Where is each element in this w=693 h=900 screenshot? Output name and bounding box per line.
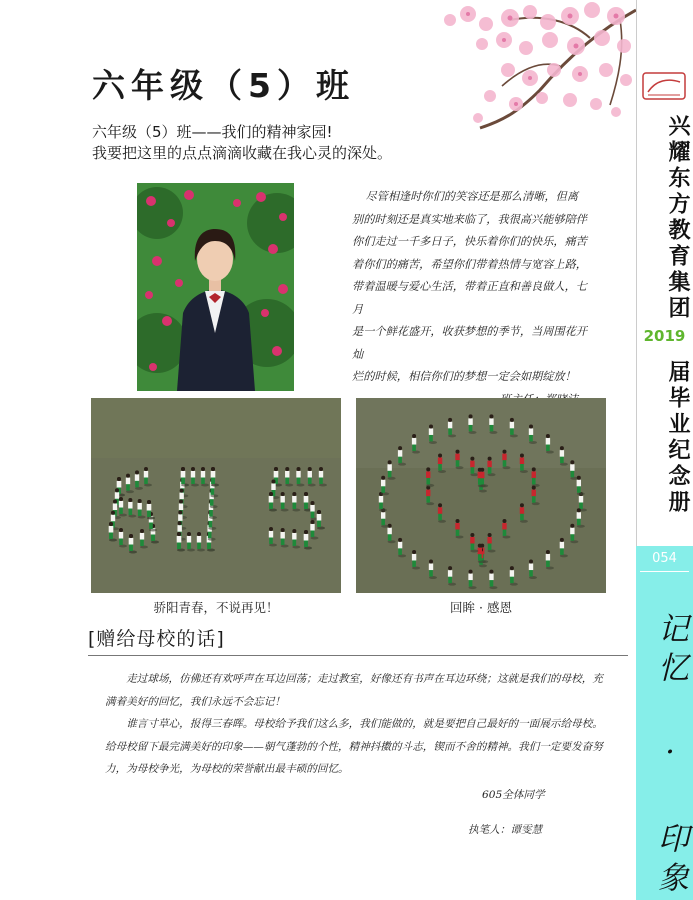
student-figure-legs bbox=[398, 548, 402, 555]
student-figure-head bbox=[292, 492, 296, 496]
student-figure-head bbox=[179, 500, 183, 504]
student-figure-legs bbox=[285, 477, 289, 484]
student-figure-body bbox=[546, 438, 550, 445]
letter-line: 烂的时候，相信你们的梦想一定会如期绽放！ bbox=[352, 370, 576, 383]
student-figure-body bbox=[448, 570, 452, 577]
student-figure-body bbox=[529, 428, 533, 435]
student-figure-legs bbox=[147, 510, 151, 517]
student-figure-head bbox=[191, 467, 195, 471]
student-figure-body bbox=[438, 457, 442, 464]
student-figure-head bbox=[502, 519, 506, 523]
student-figure-legs bbox=[211, 477, 215, 484]
student-figure-head bbox=[510, 566, 514, 570]
student-figure-body bbox=[412, 554, 416, 561]
student-figure-body bbox=[201, 471, 205, 478]
student-figure-legs bbox=[177, 542, 181, 549]
student-figure-body bbox=[304, 496, 308, 503]
message-from: 605全体同学 bbox=[482, 789, 545, 801]
student-figure-body bbox=[468, 418, 472, 425]
student-figure-head bbox=[560, 446, 564, 450]
intro-line: 六年级（5）班——我们的精神家园! bbox=[92, 123, 333, 141]
student-figure-head bbox=[180, 489, 184, 493]
student-figure-legs bbox=[201, 477, 205, 484]
student-figure-head bbox=[178, 510, 182, 514]
student-figure-legs bbox=[488, 467, 492, 474]
student-figure-head bbox=[478, 468, 482, 472]
student-figure-legs bbox=[426, 496, 430, 503]
student-figure-body bbox=[310, 505, 314, 512]
student-figure-legs bbox=[471, 543, 475, 550]
student-figure-legs bbox=[546, 560, 550, 567]
student-figure-legs bbox=[429, 434, 433, 441]
student-figure-legs bbox=[412, 444, 416, 451]
student-figure-body bbox=[137, 503, 141, 510]
student-figure-body bbox=[179, 493, 183, 500]
student-figure-head bbox=[510, 418, 514, 422]
student-figure-legs bbox=[448, 428, 452, 435]
student-figure-legs bbox=[149, 522, 153, 529]
student-figure-body bbox=[129, 538, 133, 545]
student-figure-body bbox=[510, 570, 514, 577]
student-figure-body bbox=[119, 532, 123, 539]
student-figure-head bbox=[520, 453, 524, 457]
student-figure-body bbox=[478, 472, 482, 479]
student-figure-head bbox=[469, 570, 473, 574]
student-figure-legs bbox=[456, 529, 460, 536]
student-figure-legs bbox=[520, 513, 524, 520]
student-figure-legs bbox=[577, 486, 581, 493]
student-figure-legs bbox=[448, 576, 452, 583]
student-figure-legs bbox=[381, 486, 385, 493]
student-figure-legs bbox=[293, 539, 297, 546]
student-figure-head bbox=[570, 524, 574, 528]
student-figure-body bbox=[126, 478, 130, 485]
student-figure-head bbox=[109, 522, 113, 526]
student-figure-body bbox=[520, 457, 524, 464]
student-figure-legs bbox=[129, 544, 133, 551]
student-figure-body bbox=[438, 507, 442, 514]
student-figure-body bbox=[577, 512, 581, 519]
student-figure-head bbox=[381, 476, 385, 480]
student-figure-head bbox=[138, 499, 142, 503]
student-figure-body bbox=[579, 496, 583, 503]
student-figure-body bbox=[429, 428, 433, 435]
student-figure-head bbox=[398, 446, 402, 450]
student-figure-head bbox=[117, 477, 121, 481]
message-writer: 执笔人：谭雯慧 bbox=[468, 824, 543, 836]
student-figure-legs bbox=[546, 444, 550, 451]
student-figure-head bbox=[470, 533, 474, 537]
student-figure-body bbox=[144, 471, 148, 478]
student-figure-head bbox=[269, 492, 273, 496]
student-figure-legs bbox=[471, 467, 475, 474]
student-figure-body bbox=[285, 471, 289, 478]
student-figure-body bbox=[381, 512, 385, 519]
student-figure-legs bbox=[211, 488, 215, 495]
student-figure-body bbox=[532, 490, 536, 497]
student-figure-body bbox=[319, 471, 323, 478]
student-figure-head bbox=[429, 424, 433, 428]
student-figure-head bbox=[520, 503, 524, 507]
student-figure-head bbox=[470, 457, 474, 461]
student-figure-head bbox=[119, 528, 123, 532]
student-figure-legs bbox=[412, 560, 416, 567]
student-figure-head bbox=[546, 434, 550, 438]
student-figure-legs bbox=[181, 477, 185, 484]
student-figure-body bbox=[502, 454, 506, 461]
student-figure-head bbox=[211, 467, 215, 471]
student-figure-head bbox=[178, 521, 182, 525]
student-figure-body bbox=[529, 564, 533, 571]
student-figure-head bbox=[317, 510, 321, 514]
student-figure-body bbox=[487, 537, 491, 544]
album-title: 届毕业纪念册 bbox=[665, 360, 690, 516]
student-figure-legs bbox=[503, 460, 507, 467]
student-figure-legs bbox=[478, 478, 482, 485]
student-figure-legs bbox=[281, 538, 285, 545]
student-figure-legs bbox=[209, 520, 213, 527]
student-figure-body bbox=[448, 422, 452, 429]
student-figure-body bbox=[292, 496, 296, 503]
section-divider bbox=[88, 655, 628, 656]
student-figure-head bbox=[129, 534, 133, 538]
student-figure-legs bbox=[109, 532, 113, 539]
student-figure-legs bbox=[510, 576, 514, 583]
student-figure-body bbox=[111, 515, 115, 522]
student-figure-body bbox=[546, 554, 550, 561]
student-figure-legs bbox=[469, 424, 473, 431]
student-figure-head bbox=[111, 511, 115, 515]
student-figure-body bbox=[487, 461, 491, 468]
student-figure-legs bbox=[388, 534, 392, 541]
school-logo bbox=[642, 72, 686, 100]
student-figure-legs bbox=[126, 484, 130, 491]
student-figure-head bbox=[546, 550, 550, 554]
student-figure-legs bbox=[571, 534, 575, 541]
student-figure-body bbox=[398, 450, 402, 457]
section-heading: [赠给母校的话] bbox=[88, 628, 225, 650]
student-figure-legs bbox=[129, 508, 133, 515]
student-figure-body bbox=[398, 542, 402, 549]
student-figure-body bbox=[177, 536, 181, 543]
student-figure-legs bbox=[311, 511, 315, 518]
student-figure-legs bbox=[429, 570, 433, 577]
student-figure-body bbox=[429, 564, 433, 571]
student-figure-head bbox=[532, 486, 536, 490]
letter-line: 别的时刻还是真实地来临了，我很高兴能够陪伴 bbox=[352, 212, 587, 226]
student-figure-legs bbox=[191, 477, 195, 484]
student-figure-legs bbox=[311, 530, 315, 537]
graduation-year: 2019 bbox=[643, 327, 686, 345]
photo-caption: 回眸 · 感恩 bbox=[450, 600, 512, 615]
student-figure-head bbox=[292, 529, 296, 533]
student-figure-legs bbox=[297, 477, 301, 484]
student-figure-body bbox=[187, 536, 191, 543]
student-figure-body bbox=[109, 526, 113, 533]
page-number-rule bbox=[640, 571, 689, 572]
student-figure-body bbox=[577, 480, 581, 487]
student-figure-head bbox=[532, 467, 536, 471]
student-figure-head bbox=[311, 520, 315, 524]
student-figure-legs bbox=[532, 477, 536, 484]
student-figure-legs bbox=[488, 543, 492, 550]
student-figure-body bbox=[412, 438, 416, 445]
student-figure-legs bbox=[208, 531, 212, 538]
intro-line: 我要把这里的点点滴滴收藏在我心灵的深处。 bbox=[92, 144, 393, 162]
student-figure-legs bbox=[532, 496, 536, 503]
student-figure-head bbox=[438, 453, 442, 457]
student-figure-legs bbox=[510, 428, 514, 435]
student-figure-legs bbox=[529, 570, 533, 577]
student-figure-head bbox=[308, 467, 312, 471]
message-paragraph: 谁言寸草心，报得三春晖。母校给予我们这么多，我们能做的，就是要把自己最好的一面展示给母校。给母校留下最完满美好的印象——朝气蓬勃的个性，精神抖擞的斗志，锲而不舍的精神。我们一定要发奋努力，为母校争光，为母校的荣誉献出最丰硕的回忆。 bbox=[105, 718, 603, 775]
letter-line: 尽管相逢时你们的笑容还是那么清晰，但离 bbox=[365, 190, 579, 203]
student-figure-body bbox=[135, 474, 139, 481]
student-figure-body bbox=[470, 461, 474, 468]
student-figure-legs bbox=[438, 513, 442, 520]
student-figure-body bbox=[269, 531, 273, 538]
student-figure-head bbox=[560, 538, 564, 542]
student-figure-legs bbox=[490, 580, 494, 587]
student-figure-head bbox=[456, 519, 460, 523]
student-figure-legs bbox=[577, 518, 581, 525]
student-figure-legs bbox=[269, 502, 273, 509]
student-figure-body bbox=[381, 480, 385, 487]
student-figure-legs bbox=[529, 434, 533, 441]
student-figure-body bbox=[181, 471, 185, 478]
student-figure-body bbox=[468, 574, 472, 581]
student-figure-legs bbox=[478, 554, 482, 561]
student-figure-body bbox=[387, 464, 391, 471]
student-figure-legs bbox=[119, 507, 123, 514]
student-figure-head bbox=[388, 460, 392, 464]
student-figure-head bbox=[181, 467, 185, 471]
student-figure-body bbox=[128, 502, 132, 509]
student-figure-legs bbox=[319, 477, 323, 484]
student-figure-legs bbox=[503, 529, 507, 536]
student-figure-head bbox=[489, 570, 493, 574]
student-figure-head bbox=[269, 527, 273, 531]
student-figure-head bbox=[311, 501, 315, 505]
student-figure-body bbox=[426, 471, 430, 478]
student-figure-body bbox=[308, 471, 312, 478]
student-figure-head bbox=[502, 450, 506, 454]
message-to-school bbox=[105, 668, 605, 836]
student-figure-body bbox=[570, 528, 574, 535]
photo-caption: 骄阳青春，不说再见！ bbox=[153, 600, 279, 615]
student-figure-head bbox=[197, 532, 201, 536]
student-figure-body bbox=[304, 534, 308, 541]
teacher-portrait-photo bbox=[137, 183, 294, 391]
student-figure-body bbox=[470, 537, 474, 544]
student-figure-body bbox=[502, 523, 506, 530]
student-figure-head bbox=[274, 467, 278, 471]
student-figure-body bbox=[379, 496, 383, 503]
cherry-blossom-decoration bbox=[420, 0, 636, 130]
student-figure-body bbox=[115, 492, 119, 499]
student-figure-head bbox=[412, 434, 416, 438]
student-figure-head bbox=[469, 414, 473, 418]
student-figure-head bbox=[144, 467, 148, 471]
letter-line: 着你们的痛苦，希望你们带着热情与宽容上路， bbox=[352, 257, 587, 271]
intro-text bbox=[92, 122, 392, 164]
student-figure-legs bbox=[293, 502, 297, 509]
student-figure-head bbox=[319, 467, 323, 471]
student-figure-legs bbox=[144, 477, 148, 484]
student-figure-head bbox=[398, 538, 402, 542]
section-theme: 记忆 · 印象 bbox=[652, 612, 688, 900]
student-figure-body bbox=[280, 496, 284, 503]
student-figure-legs bbox=[560, 548, 564, 555]
student-figure-head bbox=[140, 529, 144, 533]
student-figure-body bbox=[147, 504, 151, 511]
student-figure-legs bbox=[438, 463, 442, 470]
student-figure-legs bbox=[119, 538, 123, 545]
student-figure-body bbox=[292, 533, 296, 540]
student-figure-legs bbox=[304, 540, 308, 547]
student-figure-legs bbox=[456, 460, 460, 467]
student-figure-head bbox=[577, 476, 581, 480]
student-figure-body bbox=[269, 496, 273, 503]
student-figure-body bbox=[455, 523, 459, 530]
student-figure-head bbox=[529, 560, 533, 564]
school-name: 兴耀东方教育集团 bbox=[665, 114, 690, 322]
student-figure-legs bbox=[151, 534, 155, 541]
student-figure-head bbox=[135, 470, 139, 474]
student-figure-legs bbox=[209, 510, 213, 517]
letter-line: 带着温暖与爱心生活，带着正直和善良做人，七月 bbox=[352, 280, 587, 316]
student-figure-head bbox=[187, 532, 191, 536]
student-figure-head bbox=[177, 532, 181, 536]
student-figure-body bbox=[310, 524, 314, 531]
student-figure-head bbox=[281, 492, 285, 496]
student-figure-body bbox=[560, 450, 564, 457]
student-figure-legs bbox=[571, 470, 575, 477]
student-figure-body bbox=[489, 574, 493, 581]
student-figure-head bbox=[456, 450, 460, 454]
student-figure-legs bbox=[269, 537, 273, 544]
student-figure-body bbox=[274, 471, 278, 478]
student-figure-head bbox=[128, 498, 132, 502]
student-figure-body bbox=[119, 501, 123, 508]
student-figure-head bbox=[478, 544, 482, 548]
student-figure-head bbox=[285, 467, 289, 471]
student-figure-head bbox=[489, 414, 493, 418]
student-figure-body bbox=[532, 471, 536, 478]
student-figure-body bbox=[296, 471, 300, 478]
student-figure-head bbox=[577, 508, 581, 512]
student-figure-legs bbox=[207, 542, 211, 549]
student-figure-head bbox=[412, 550, 416, 554]
student-figure-legs bbox=[135, 480, 139, 487]
student-figure-legs bbox=[210, 499, 214, 506]
student-figure-legs bbox=[469, 580, 473, 587]
student-figure-head bbox=[448, 418, 452, 422]
student-figure-body bbox=[560, 542, 564, 549]
student-figure-legs bbox=[490, 424, 494, 431]
student-figure-legs bbox=[579, 502, 583, 509]
student-figure-body bbox=[280, 532, 284, 539]
student-figure-head bbox=[488, 533, 492, 537]
student-figure-body bbox=[317, 514, 321, 521]
message-paragraph: 走过球场，仿佛还有欢呼声在耳边回荡；走过教室，好像还有书声在耳边环绕；这就是我们的母校，充满着美好的回忆，我们永远不会忘记！ bbox=[105, 673, 603, 708]
student-figure-legs bbox=[281, 502, 285, 509]
student-figure-legs bbox=[398, 456, 402, 463]
student-figure-body bbox=[520, 507, 524, 514]
student-figure-head bbox=[304, 492, 308, 496]
student-figure-body bbox=[177, 525, 181, 531]
student-figure-body bbox=[271, 484, 275, 491]
letter-line: 你们走过一千多日子，快乐着你们的快乐，痛苦 bbox=[352, 235, 587, 248]
teacher-letter bbox=[352, 186, 592, 411]
student-figure-body bbox=[113, 504, 117, 511]
student-figure-head bbox=[426, 467, 430, 471]
page-title: 六年级（5）班 bbox=[92, 66, 355, 105]
student-figure-legs bbox=[560, 456, 564, 463]
student-figure-head bbox=[448, 566, 452, 570]
student-figure-head bbox=[115, 488, 119, 492]
class-formation-605-photo bbox=[91, 398, 341, 593]
student-figure-head bbox=[281, 528, 285, 532]
heart-formation-photo bbox=[356, 398, 606, 593]
student-figure-head bbox=[126, 474, 130, 478]
student-figure-body bbox=[510, 422, 514, 429]
student-figure-body bbox=[455, 454, 459, 461]
student-figure-legs bbox=[520, 463, 524, 470]
student-figure-body bbox=[140, 533, 144, 540]
student-figure-legs bbox=[308, 477, 312, 484]
student-figure-body bbox=[489, 418, 493, 425]
student-figure-head bbox=[297, 467, 301, 471]
student-figure-head bbox=[429, 560, 433, 564]
student-figure-legs bbox=[138, 509, 142, 516]
student-figure-body bbox=[211, 471, 215, 478]
student-figure-legs bbox=[317, 520, 321, 527]
student-figure-legs bbox=[388, 470, 392, 477]
student-figure-head bbox=[113, 500, 117, 504]
student-figure-head bbox=[119, 497, 123, 501]
student-figure-body bbox=[387, 528, 391, 535]
student-figure-legs bbox=[140, 539, 144, 546]
student-figure-head bbox=[272, 480, 276, 484]
student-figure-body bbox=[197, 536, 201, 543]
student-figure-legs bbox=[304, 502, 308, 509]
student-figure-body bbox=[570, 464, 574, 471]
student-figure-body bbox=[179, 504, 183, 511]
student-figure-head bbox=[304, 530, 308, 534]
page-number: 054 bbox=[652, 551, 677, 566]
student-figure-head bbox=[201, 467, 205, 471]
student-figure-legs bbox=[379, 502, 383, 509]
student-figure-head bbox=[488, 457, 492, 461]
student-figure-body bbox=[178, 514, 182, 521]
student-figure-head bbox=[438, 503, 442, 507]
student-figure-body bbox=[426, 490, 430, 497]
student-figure-head bbox=[529, 424, 533, 428]
student-figure-body bbox=[117, 481, 121, 488]
student-figure-legs bbox=[197, 542, 201, 549]
student-figure-legs bbox=[381, 518, 385, 525]
student-figure-body bbox=[191, 471, 195, 478]
student-figure-head bbox=[570, 460, 574, 464]
letter-line: 是一个鲜花盛开，收获梦想的季节，当周围花开灿 bbox=[352, 325, 587, 361]
student-figure-head bbox=[147, 500, 151, 504]
student-figure-legs bbox=[426, 477, 430, 484]
student-figure-legs bbox=[187, 542, 191, 549]
